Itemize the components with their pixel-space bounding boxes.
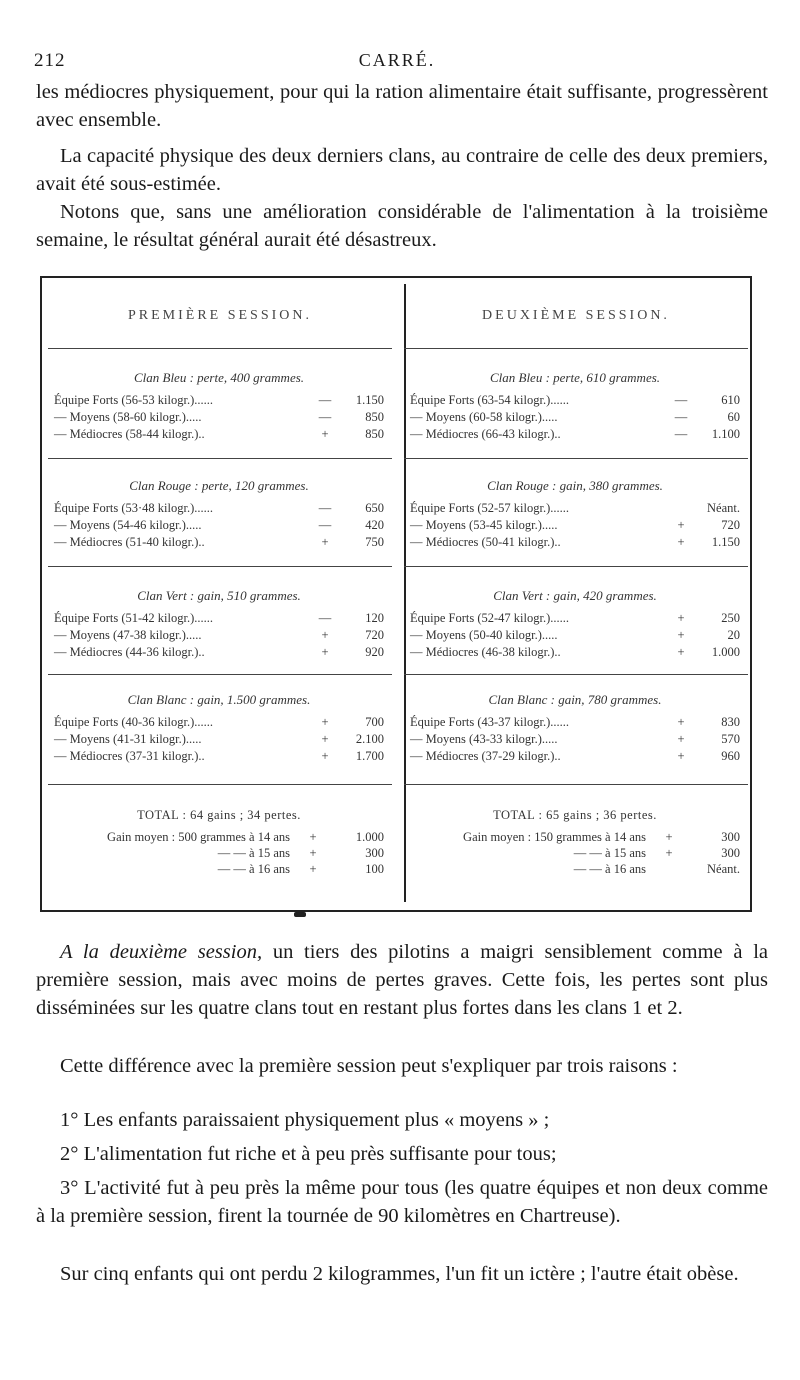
team-row <box>54 392 384 409</box>
team-row <box>54 500 384 517</box>
row-separator <box>404 458 748 459</box>
clan-block <box>54 588 384 661</box>
page-number: 212 <box>34 50 66 71</box>
clan-title: Clan Rouge : perte, 120 grammes. <box>129 478 309 493</box>
change-sign: + <box>677 715 685 729</box>
weight-change: 650 <box>365 501 384 515</box>
clan-block <box>54 370 384 443</box>
team-row <box>54 714 384 731</box>
gain-sign: + <box>665 830 673 844</box>
weight-change: 570 <box>721 732 740 746</box>
team-row <box>54 426 384 443</box>
reason-2: 2° L'alimentation fut riche et à peu près suffisante pour tous; <box>60 1143 557 1165</box>
team-label: — Moyens (50-40 kilogr.)..... <box>410 628 558 642</box>
row-separator <box>48 458 392 459</box>
team-row <box>410 392 740 409</box>
team-label: Équipe Forts (63-54 kilogr.)...... <box>410 393 570 407</box>
session-heading: DEUXIÈME SESSION. <box>482 308 670 323</box>
gain-sign <box>658 861 680 877</box>
team-label: — Moyens (53-45 kilogr.)..... <box>410 518 558 532</box>
change-sign: + <box>677 518 685 532</box>
average-gain-row <box>54 829 384 845</box>
gain-value: 100 <box>365 862 384 876</box>
change-sign: — <box>674 410 688 424</box>
gain-label: — — à 15 ans <box>573 846 646 860</box>
session-lead: A la deuxième session, <box>60 941 263 963</box>
totals-block <box>410 808 740 877</box>
team-label: Équipe Forts (51-42 kilogr.)...... <box>54 611 214 625</box>
team-label: — Médiocres (50-41 kilogr.).. <box>410 535 561 549</box>
weight-change: 60 <box>727 410 740 424</box>
weight-change: 830 <box>721 715 740 729</box>
reason-3: 3° L'activité fut à peu près la même pour tous (les quatre équipes et non deux comme à la première session, firent la tournée de 90 kilomètres en Chartreuse). <box>36 1177 768 1227</box>
average-gain-row <box>54 845 384 861</box>
reason-1: 1° Les enfants paraissaient physiquement plus « moyens » ; <box>60 1109 550 1131</box>
clan-block <box>410 692 740 765</box>
clan-title: Clan Blanc : gain, 780 grammes. <box>488 692 662 707</box>
team-row <box>54 748 384 765</box>
gain-label: — — à 15 ans <box>217 846 290 860</box>
change-sign: + <box>677 535 685 549</box>
team-row <box>410 748 740 765</box>
change-sign: — <box>318 518 332 532</box>
weight-change: 120 <box>365 611 384 625</box>
team-label: — Médiocres (66-43 kilogr.).. <box>410 427 561 441</box>
change-sign: + <box>321 749 329 763</box>
gain-value: 300 <box>365 846 384 860</box>
team-row <box>54 409 384 426</box>
row-separator <box>404 348 748 349</box>
row-separator <box>404 566 748 567</box>
weight-change: 960 <box>721 749 740 763</box>
team-label: Équipe Forts (40-36 kilogr.)...... <box>54 715 214 729</box>
row-separator <box>404 784 748 785</box>
weight-change: Néant. <box>707 501 740 515</box>
running-title: CARRÉ. <box>358 50 436 70</box>
row-separator <box>48 674 392 675</box>
gain-value: 1.000 <box>355 830 384 844</box>
change-sign: + <box>677 749 685 763</box>
clan-block <box>410 370 740 443</box>
weight-results-table <box>40 276 752 912</box>
clan-block <box>410 588 740 661</box>
gain-value: 300 <box>721 846 740 860</box>
weight-change: 1.150 <box>711 535 740 549</box>
row-separator <box>48 566 392 567</box>
clan-title: Clan Vert : gain, 420 grammes. <box>493 588 657 603</box>
team-label: — Médiocres (46-38 kilogr.).. <box>410 645 561 659</box>
gain-label: Gain moyen : 150 grammes à 14 ans <box>463 830 646 844</box>
change-sign: + <box>321 427 329 441</box>
second-session-column <box>398 278 754 910</box>
change-sign: + <box>677 732 685 746</box>
weight-change: 610 <box>721 393 740 407</box>
total-line: TOTAL : 65 gains ; 36 pertes. <box>493 808 657 822</box>
gain-value: 300 <box>721 830 740 844</box>
average-gain-row <box>410 829 740 845</box>
weight-change: 2.100 <box>355 732 384 746</box>
team-row <box>410 534 740 551</box>
team-label: Équipe Forts (56-53 kilogr.)...... <box>54 393 214 407</box>
gain-sign: + <box>309 830 317 844</box>
change-sign: — <box>318 501 332 515</box>
weight-change: 420 <box>365 518 384 532</box>
body-paragraph-reasons: Cette différence avec la première session peut s'expliquer par trois raisons : <box>60 1055 678 1077</box>
clan-title: Clan Vert : gain, 510 grammes. <box>137 588 301 603</box>
gain-label: Gain moyen : 500 grammes à 14 ans <box>107 830 290 844</box>
weight-change: 700 <box>365 715 384 729</box>
weight-change: 720 <box>365 628 384 642</box>
change-sign: + <box>677 645 685 659</box>
team-row <box>54 517 384 534</box>
ink-smudge <box>294 912 306 917</box>
team-row <box>410 409 740 426</box>
weight-change: 1.000 <box>711 645 740 659</box>
weight-change: 850 <box>365 427 384 441</box>
team-row <box>410 500 740 517</box>
gain-sign: + <box>309 862 317 876</box>
team-label: — Médiocres (44-36 kilogr.).. <box>54 645 205 659</box>
team-label: Équipe Forts (52-47 kilogr.)...... <box>410 611 570 625</box>
weight-change: 250 <box>721 611 740 625</box>
change-sign: + <box>321 732 329 746</box>
weight-change: 720 <box>721 518 740 532</box>
clan-title: Clan Bleu : perte, 610 grammes. <box>489 370 661 385</box>
average-gain-row <box>410 861 740 877</box>
gain-sign: + <box>309 846 317 860</box>
average-gain-row <box>410 845 740 861</box>
change-sign: + <box>321 715 329 729</box>
team-label: Équipe Forts (53·48 kilogr.)...... <box>54 501 214 515</box>
change-sign: — <box>674 393 688 407</box>
gain-value: Néant. <box>707 862 740 876</box>
weight-change: 20 <box>727 628 740 642</box>
team-row <box>54 610 384 627</box>
team-row <box>410 426 740 443</box>
team-row <box>54 644 384 661</box>
team-label: — Moyens (60-58 kilogr.)..... <box>410 410 558 424</box>
gain-sign: + <box>665 846 673 860</box>
team-label: Équipe Forts (43-37 kilogr.)...... <box>410 715 570 729</box>
change-sign <box>670 500 692 517</box>
clan-title: Clan Bleu : perte, 400 grammes. <box>133 370 305 385</box>
team-label: — Médiocres (51-40 kilogr.).. <box>54 535 205 549</box>
team-label: — Médiocres (37-31 kilogr.).. <box>54 749 205 763</box>
clan-title: Clan Blanc : gain, 1.500 grammes. <box>127 692 311 707</box>
row-separator <box>48 348 392 349</box>
change-sign: + <box>321 645 329 659</box>
gain-label: — — à 16 ans <box>573 862 646 876</box>
intro-paragraph-1: les médiocres physiquement, pour qui la ration alimentaire était suffisante, progressèrent avec ensemble. <box>36 81 768 131</box>
page-header <box>34 50 760 80</box>
team-label: — Médiocres (37-29 kilogr.).. <box>410 749 561 763</box>
team-label: — Moyens (43-33 kilogr.)..... <box>410 732 558 746</box>
change-sign: — <box>318 410 332 424</box>
first-session-column <box>42 278 398 910</box>
team-row <box>54 534 384 551</box>
clan-title: Clan Rouge : gain, 380 grammes. <box>487 478 663 493</box>
body-paragraph-session-two <box>36 938 768 1022</box>
weight-change: 1.100 <box>711 427 740 441</box>
change-sign: + <box>677 628 685 642</box>
change-sign: — <box>318 611 332 625</box>
session-text: un tiers des pilotins a maigri sensiblement comme à la première session, mais avec moins de pertes graves. Cette fois, les pertes sont plus disséminées sur les quatre clans tout en restant plus fortes dans les clans 1 et 2. <box>36 941 768 1019</box>
team-row <box>410 610 740 627</box>
closing-paragraph: Sur cinq enfants qui ont perdu 2 kilogrammes, l'un fit un ictère ; l'autre était obèse. <box>60 1263 739 1285</box>
totals-block <box>54 808 384 877</box>
team-label: Équipe Forts (52-57 kilogr.)...... <box>410 501 570 515</box>
clan-block <box>54 692 384 765</box>
intro-paragraph-3: Notons que, sans une amélioration considérable de l'alimentation à la troisième semaine, le résultat général aurait été désastreux. <box>36 201 768 251</box>
team-label: — Moyens (54-46 kilogr.)..... <box>54 518 202 532</box>
change-sign: + <box>321 628 329 642</box>
weight-change: 750 <box>365 535 384 549</box>
team-label: — Moyens (58-60 kilogr.)..... <box>54 410 202 424</box>
change-sign: — <box>674 427 688 441</box>
clan-block <box>54 478 384 551</box>
team-row <box>410 644 740 661</box>
change-sign: + <box>677 611 685 625</box>
team-row <box>410 517 740 534</box>
team-row <box>54 627 384 644</box>
team-label: — Moyens (41-31 kilogr.)..... <box>54 732 202 746</box>
session-heading: PREMIÈRE SESSION. <box>127 308 313 323</box>
change-sign: — <box>318 393 332 407</box>
average-gain-row <box>54 861 384 877</box>
weight-change: 920 <box>365 645 384 659</box>
team-row <box>410 627 740 644</box>
row-separator <box>404 674 748 675</box>
gain-label: — — à 16 ans <box>217 862 290 876</box>
total-line: TOTAL : 64 gains ; 34 pertes. <box>137 808 301 822</box>
weight-change: 1.700 <box>355 749 384 763</box>
weight-change: 850 <box>365 410 384 424</box>
weight-change: 1.150 <box>355 393 384 407</box>
team-label: — Médiocres (58-44 kilogr.).. <box>54 427 205 441</box>
team-row <box>410 731 740 748</box>
clan-block <box>410 478 740 551</box>
change-sign: + <box>321 535 329 549</box>
team-row <box>54 731 384 748</box>
intro-paragraph-2: La capacité physique des deux derniers clans, au contraire de celle des deux premiers, avait été sous-estimée. <box>36 145 768 195</box>
row-separator <box>48 784 392 785</box>
team-row <box>410 714 740 731</box>
team-label: — Moyens (47-38 kilogr.)..... <box>54 628 202 642</box>
